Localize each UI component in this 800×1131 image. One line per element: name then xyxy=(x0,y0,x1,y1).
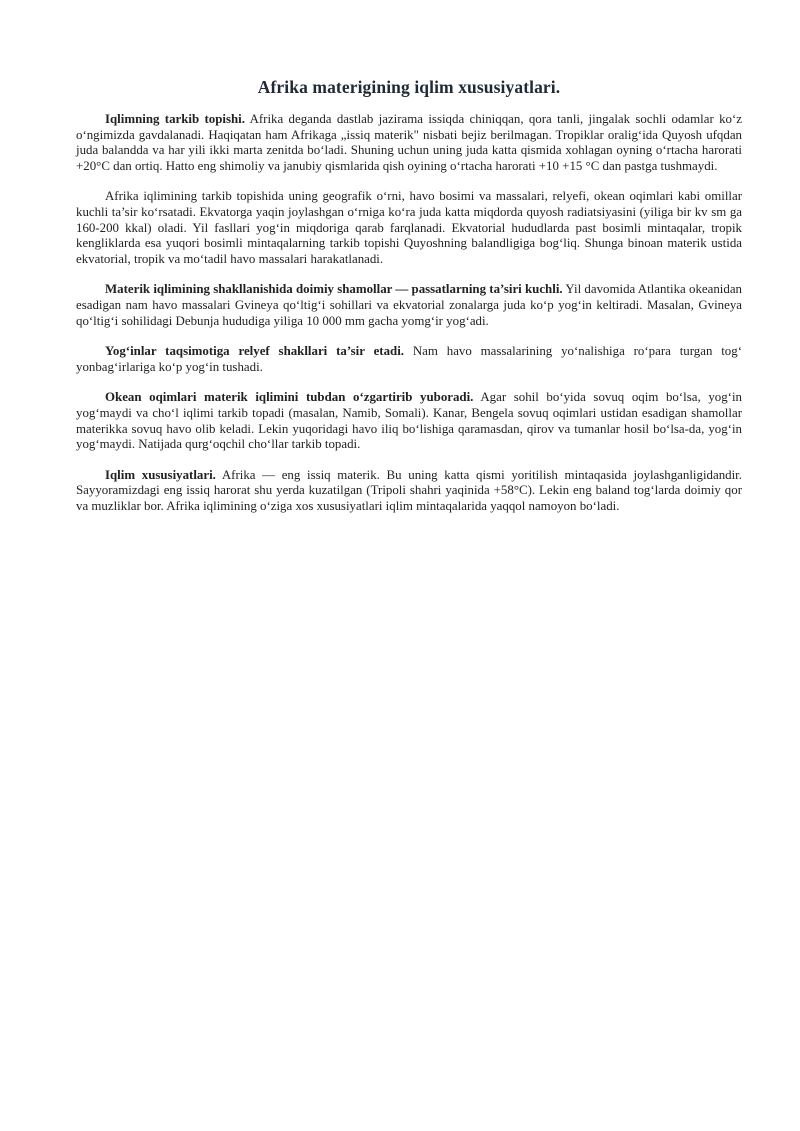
paragraph-relyef xyxy=(76,344,742,375)
paragraph-passatlar xyxy=(76,282,742,329)
paragraph-lead: Iqlimning tarkib topishi. xyxy=(105,112,245,126)
paragraph-iqlim-omillari xyxy=(76,189,742,267)
paragraph-lead: Yog‘inlar taqsimotiga relyef shakllari ta’sir etadi. xyxy=(105,344,405,359)
paragraph-text: Agar sohil bo‘yida sovuq oqim bo‘lsa, yog‘in yog‘maydi va cho‘l iqlimi tarkib topadi (masalan, Namib, Somali). Kanar, Bengela sovuq oqimlari ustidan esadigan shamollar materikka sovuq havo olib keladi. Lekin yuqoridagi havo iliq bo‘lishiga qaramasdan, qirov va tumanlar hosil bo‘lsa-da, yog‘in yog‘maydi. Natijada qurg‘oqchil cho‘llar tarkib topadi. xyxy=(76,390,742,452)
paragraph-lead: Iqlim xususiyatlari. xyxy=(105,467,216,482)
paragraph-lead: Materik iqlimining shakllanishida doimiy shamollar — passatlarning ta’siri kuchli. xyxy=(105,282,563,297)
paragraph-text: Afrika iqlimining tarkib topishida uning geografik o‘rni, havo bosimi va massalari, relyefi, okean oqimlari kabi omillar kuchli ta’sir ko‘rsatadi. Ekvatorga yaqin joylashgan o‘rniga ko‘ra juda katta miqdorda quyosh radiatsiyasini (yiliga bir kv sm ga 160-200 kkal) oladi. Yil fasllari yog‘in miqdoriga qarab farqlanadi. Ekvatorial hududlarda past bosimli mintaqalar, tropik kengliklarda esa yuqori bosimli mintaqalarning tarkib topishi Quyoshning balandligiga bog‘liq. Shunga binoan materik ustida ekvatorial, tropik va mo‘tadil havo massalari harakatlanadi. xyxy=(76,189,742,266)
document-page xyxy=(76,74,742,529)
paragraph-iqlim-xususiyatlari xyxy=(76,468,742,515)
paragraph-text: Yil davomida Atlantika okeanidan esadigan nam havo massalari Gvineya qo‘ltig‘i sohillari va ekvatorial zonalarga juda ko‘p yog‘in keltiradi. Masalan, Gvineya qo‘ltig‘i sohilidagi Debunja hududiga yiliga 10 000 mm gacha yomg‘ir yog‘adi. xyxy=(76,282,742,328)
paragraph-text: Nam havo massalarining yo‘nalishiga ro‘para turgan tog‘ yonbag‘irlariga ko‘p yog‘in tushadi. xyxy=(76,344,742,374)
paragraph-okean-oqimlari xyxy=(76,390,742,452)
paragraph-text: Afrika — eng issiq materik. Bu uning katta qismi yoritilish mintaqasida joylashganligidandir. Sayyoramizdagi eng issiq harorat shu yerda kuzatilgan (Tripoli shahri yaqinida +58°C). Lekin eng baland tog‘larda doimiy qor va muzliklar bor. Afrika iqlimining o‘ziga xos xususiyatlari iqlim mintaqalarida yaqqol namoyon bo‘ladi. xyxy=(76,467,742,513)
paragraph-iqlim-tarkib-topishi xyxy=(76,112,742,174)
page-title: Afrika materigining iqlim xususiyatlari. xyxy=(257,77,561,97)
paragraph-text: Afrika deganda dastlab jazirama issiqda chiniqqan, qora tanli, jingalak sochli odamlar ko‘z o‘ngimizda gavdalanadi. Haqiqatan ham Afrikaga „issiq materik" nisbati bejiz berilmagan. Tropiklar oralig‘ida Quyosh ufqdan juda balandda va har yili ikki marta zenitda bo‘ladi. Shuning uchun uning juda katta qismida xohlagan oyning o‘rtacha harorati +20°C dan ortiq. Hatto eng shimoliy va janubiy qismlarida qish oyining o‘rtacha harorati +10 +15 °C dan pastga tushmaydi. xyxy=(76,112,742,173)
paragraph-lead: Okean oqimlari materik iqlimini tubdan o‘zgartirib yuboradi. xyxy=(105,390,474,405)
